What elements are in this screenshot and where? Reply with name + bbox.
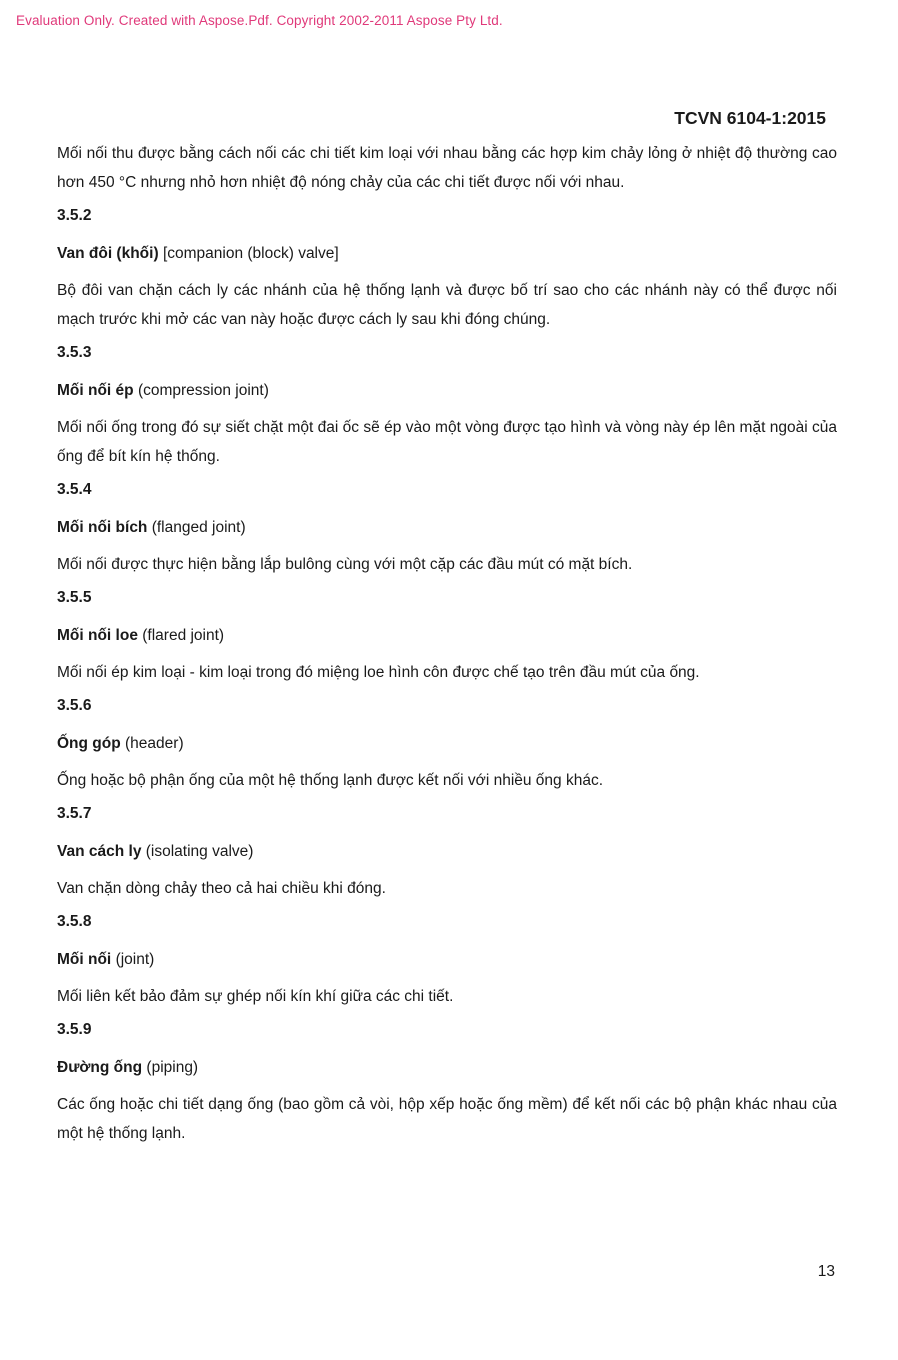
section-number: 3.5.2 xyxy=(57,207,92,224)
section-definition: Ống hoặc bộ phận ống của một hệ thống lạnh được kết nối với nhiều ống khác. xyxy=(57,772,604,789)
section-term xyxy=(57,518,837,538)
section-definition: Mối nối ống trong đó sự siết chặt một đai ốc sẽ ép vào một vòng được tạo hình và vòng này ép lên mặt ngoài của ống để bít kín hệ thống. xyxy=(57,419,837,465)
section-3-5-9 xyxy=(57,1020,837,1148)
section-3-5-6 xyxy=(57,696,837,795)
section-number: 3.5.7 xyxy=(57,805,92,822)
document-body xyxy=(57,139,837,1157)
section-definition: Mối nối được thực hiện bằng lắp bulông cùng với một cặp các đầu mút có mặt bích. xyxy=(57,556,633,573)
term-english: (flared joint) xyxy=(142,627,225,644)
section-term xyxy=(57,950,837,970)
section-definition: Van chặn dòng chảy theo cả hai chiều khi đóng. xyxy=(57,880,386,897)
intro-paragraph: Mối nối thu được bằng cách nối các chi tiết kim loại với nhau bằng các hợp kim chảy lỏng ở nhiệt độ thường cao hơn 450 °C nhưng nhỏ hơn nhiệt độ nóng chảy của các chi tiết được nối với nhau. xyxy=(57,145,837,191)
section-term xyxy=(57,734,837,754)
section-definition: Mối nối ép kim loại - kim loại trong đó miệng loe hình côn được chế tạo trên đầu mút của ống. xyxy=(57,664,700,681)
term-vietnamese: Van cách ly xyxy=(57,843,142,860)
section-number: 3.5.8 xyxy=(57,913,92,930)
section-number: 3.5.9 xyxy=(57,1021,92,1038)
section-number: 3.5.3 xyxy=(57,344,92,361)
term-english: (header) xyxy=(125,735,184,752)
section-term xyxy=(57,1058,837,1078)
section-3-5-8 xyxy=(57,912,837,1011)
section-definition: Các ống hoặc chi tiết dạng ống (bao gồm cả vòi, hộp xếp hoặc ống mềm) để kết nối các bộ phận khác nhau của một hệ thống lạnh. xyxy=(57,1096,837,1142)
term-vietnamese: Van đôi (khối) xyxy=(57,245,159,262)
term-english: (compression joint) xyxy=(137,382,269,399)
page-number: 13 xyxy=(817,1263,835,1280)
section-term xyxy=(57,244,837,264)
term-vietnamese: Mối nối bích xyxy=(57,519,148,536)
section-3-5-7 xyxy=(57,804,837,903)
term-vietnamese: Ống góp xyxy=(57,735,121,752)
section-3-5-2 xyxy=(57,206,837,334)
section-term xyxy=(57,842,837,862)
term-english: (joint) xyxy=(115,951,155,968)
standard-code-header: TCVN 6104-1:2015 xyxy=(674,108,826,128)
section-number: 3.5.5 xyxy=(57,589,92,606)
term-english: (isolating valve) xyxy=(145,843,254,860)
section-number: 3.5.4 xyxy=(57,481,92,498)
section-3-5-4 xyxy=(57,480,837,579)
term-vietnamese: Mối nối xyxy=(57,951,112,968)
section-3-5-5 xyxy=(57,588,837,687)
section-term xyxy=(57,381,837,401)
section-definition: Mối liên kết bảo đảm sự ghép nối kín khí giữa các chi tiết. xyxy=(57,988,454,1005)
section-3-5-3 xyxy=(57,343,837,471)
term-vietnamese: Mối nối ép xyxy=(57,382,134,399)
section-term xyxy=(57,626,837,646)
term-english: (flanged joint) xyxy=(151,519,246,536)
term-vietnamese: Mối nối loe xyxy=(57,627,138,644)
watermark-text: Evaluation Only. Created with Aspose.Pdf. Copyright 2002-2011 Aspose Pty Ltd. xyxy=(16,13,503,28)
term-english: (piping) xyxy=(146,1059,199,1076)
term-vietnamese: Đường ống xyxy=(57,1059,143,1076)
section-definition: Bộ đôi van chặn cách ly các nhánh của hệ thống lạnh và được bố trí sao cho các nhánh này có thể được nối mạch trước khi mở các van này hoặc được cách ly sau khi đóng chúng. xyxy=(57,282,837,328)
section-number: 3.5.6 xyxy=(57,697,92,714)
term-english: [companion (block) valve] xyxy=(162,245,339,262)
